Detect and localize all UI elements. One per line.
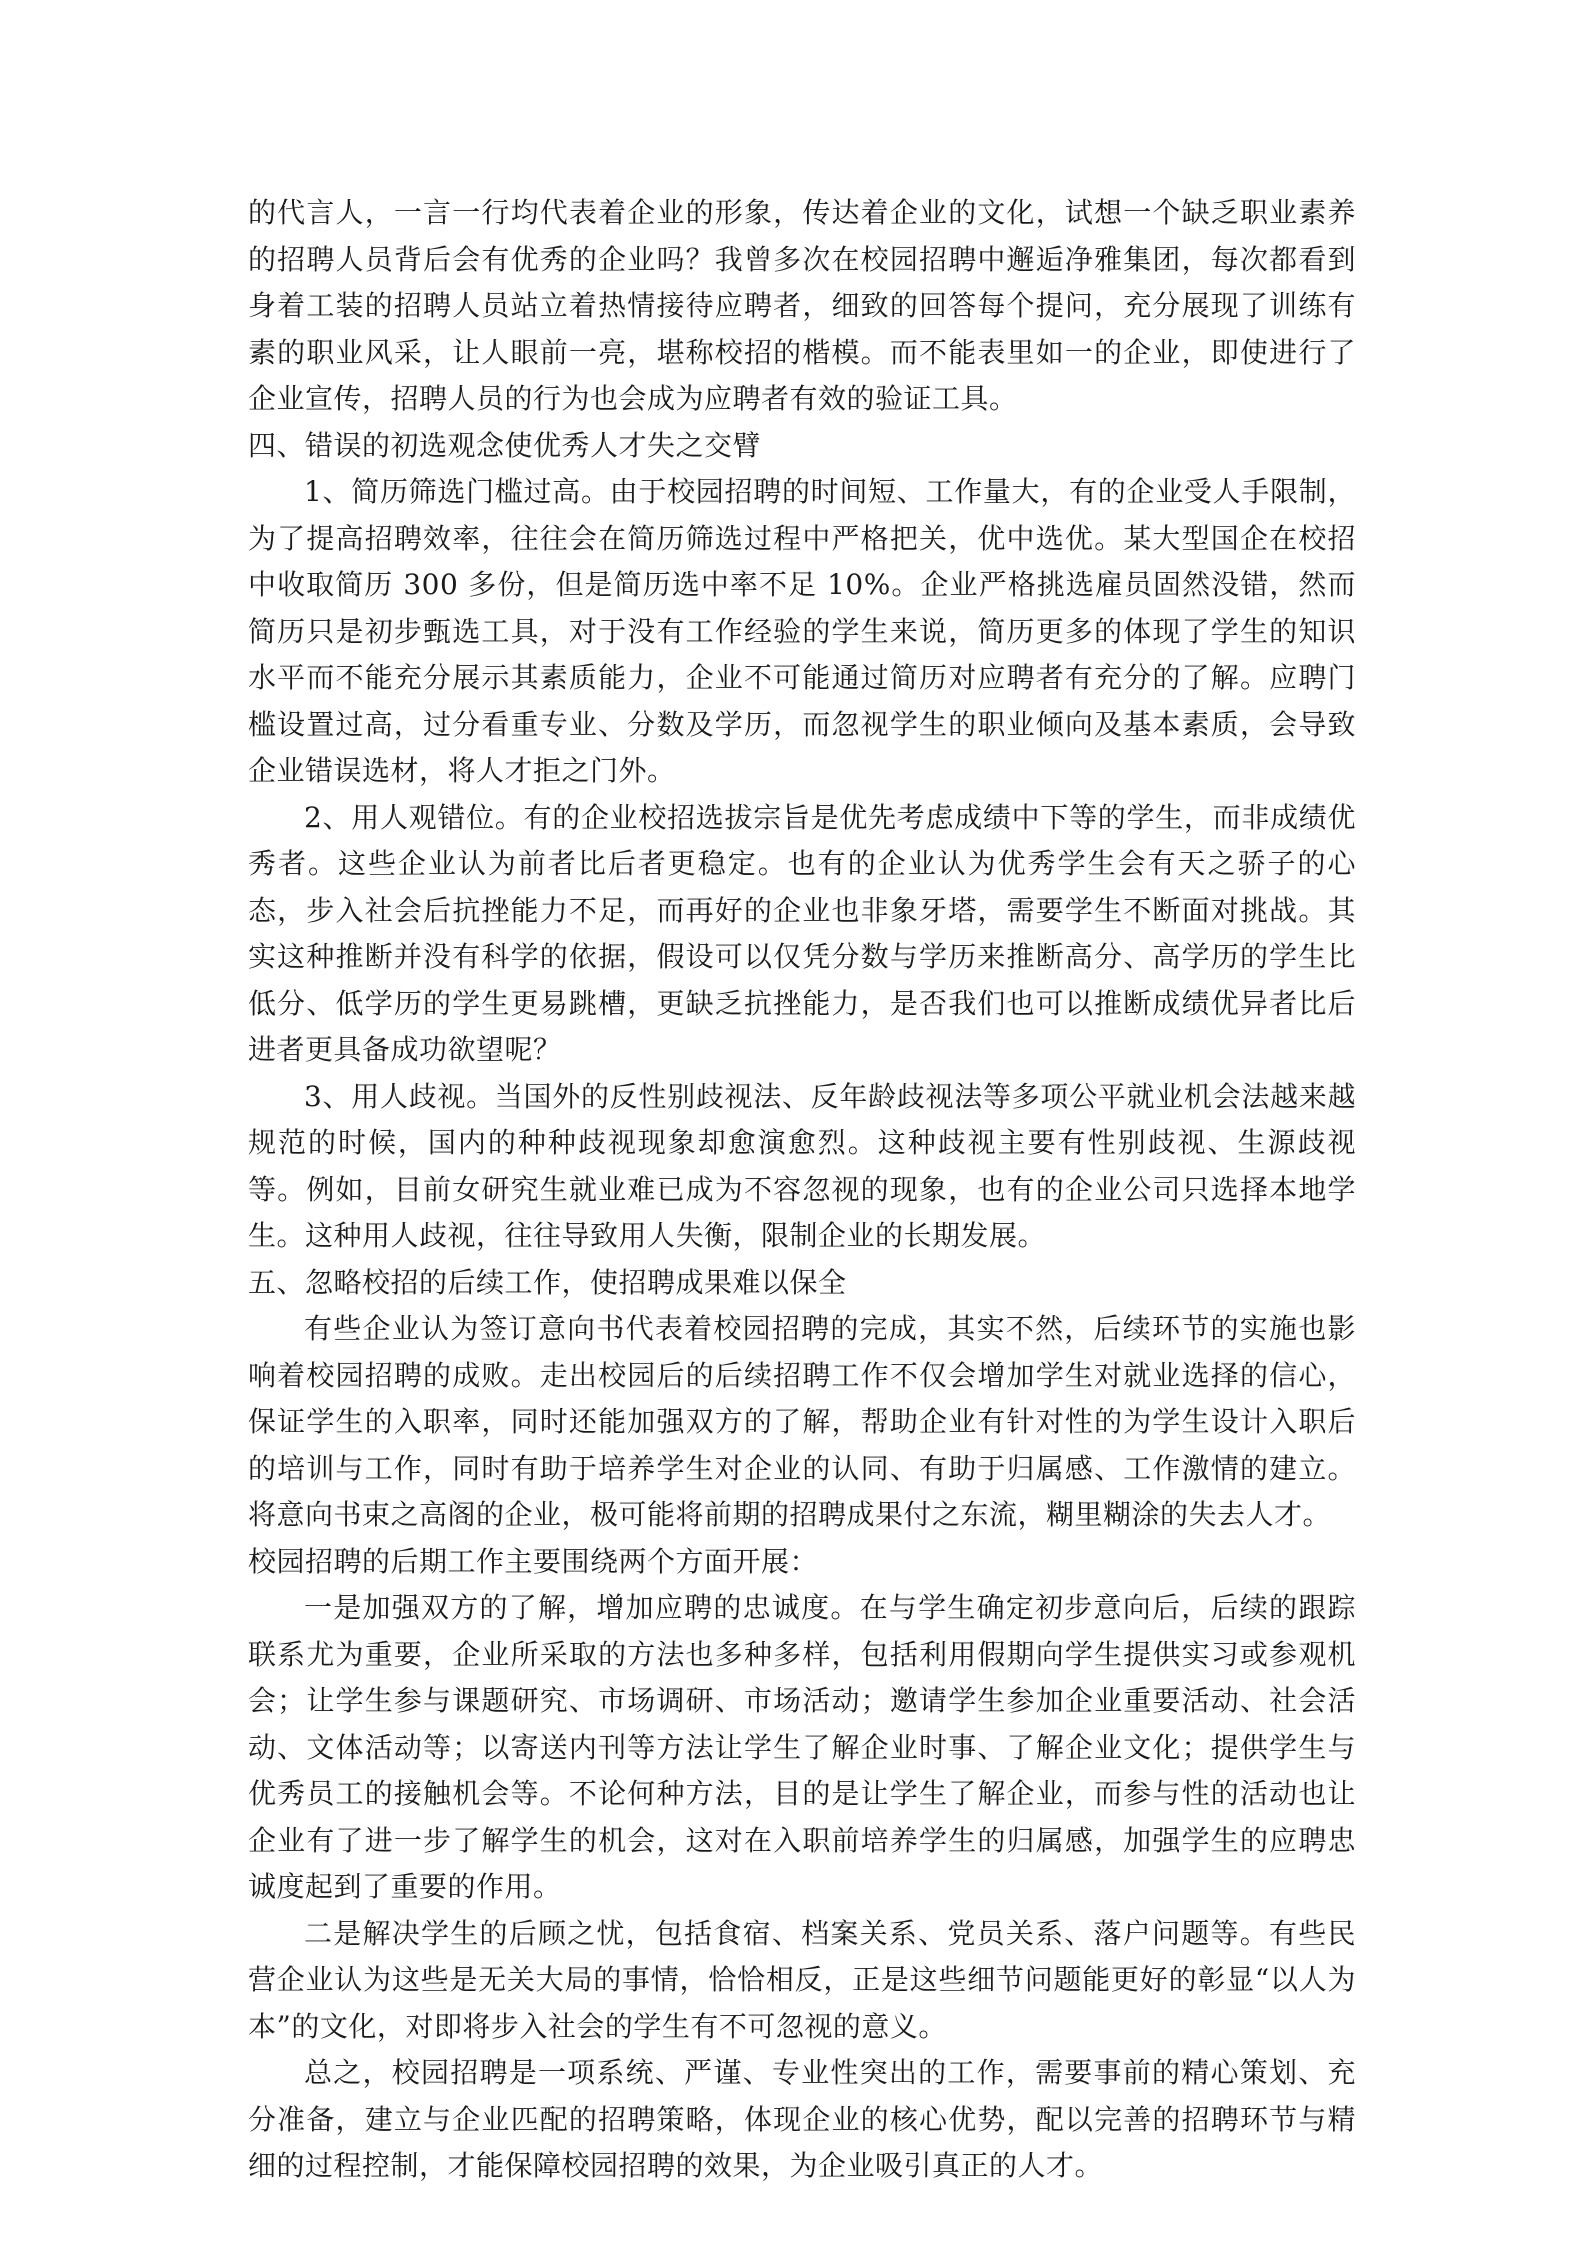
paragraph-conclusion: 总之，校园招聘是一项系统、严谨、专业性突出的工作，需要事前的精心策划、充分准备，建立与企业匹配的招聘策略，体现企业的核心优势，配以完善的招聘环节与精细的过程控制，才能保障校园招聘的效果，为企业吸引真正的人才。	[248, 2056, 1356, 2182]
paragraph-5-1: 有些企业认为签订意向书代表着校园招聘的完成，其实不然，后续环节的实施也影响着校园招聘的成败。走出校园后的后续招聘工作不仅会增加学生对就业选择的信心，保证学生的入职率，同时还能加强双方的了解，帮助企业有针对性的为学生设计入职后的培训与工作，同时有助于培养学生对企业的认同、有助于归属感、工作激情的建立。将意向书束之高阁的企业，极可能将前期的招聘成果付之东流，糊里糊涂的失去人才。	[248, 1312, 1356, 1531]
paragraph-4-3: 3、用人歧视。当国外的反性别歧视法、反年龄歧视法等多项公平就业机会法越来越规范的时候，国内的种种歧视现象却愈演愈烈。这种歧视主要有性别歧视、生源歧视等。例如，目前女研究生就业难已成为不容忽视的现象，也有的企业公司只选择本地学生。这种用人歧视，往往导致用人失衡，限制企业的长期发展。	[248, 1079, 1356, 1252]
paragraph-5-3: 二是解决学生的后顾之忧，包括食宿、档案关系、党员关系、落户问题等。有些民营企业认为这些是无关大局的事情，恰恰相反，正是这些细节问题能更好的彰显“以人为本”的文化，对即将步入社会的学生有不可忽视的意义。	[248, 1916, 1356, 2043]
paragraph-opening: 的代言人，一言一行均代表着企业的形象，传达着企业的文化，试想一个缺乏职业素养的招聘人员背后会有优秀的企业吗？我曾多次在校园招聘中邂逅净雅集团，每次都看到身着工装的招聘人员站立着热情接待应聘者，细致的回答每个提问，充分展现了训练有素的职业风采，让人眼前一亮，堪称校招的楷模。而不能表里如一的企业，即使进行了企业宣传，招聘人员的行为也会成为应聘者有效的验证工具。	[248, 196, 1356, 415]
document-body	[248, 190, 1356, 2190]
section-heading-5: 五、忽略校招的后续工作，使招聘成果难以保全	[248, 1265, 847, 1299]
paragraph-5-intro: 校园招聘的后期工作主要围绕两个方面开展：	[248, 1544, 819, 1578]
paragraph-5-2: 一是加强双方的了解，增加应聘的忠诚度。在与学生确定初步意向后，后续的跟踪联系尤为重要，企业所采取的方法也多种多样，包括利用假期向学生提供实习或参观机会；让学生参与课题研究、市场调研、市场活动；邀请学生参加企业重要活动、社会活动、文体活动等；以寄送内刊等方法让学生了解企业时事、了解企业文化；提供学生与优秀员工的接触机会等。不论何种方法，目的是让学生了解企业，而参与性的活动也让企业有了进一步了解学生的机会，这对在入职前培养学生的归属感，加强学生的应聘忠诚度起到了重要的作用。	[248, 1591, 1356, 1903]
paragraph-4-2: 2、用人观错位。有的企业校招选拔宗旨是优先考虑成绩中下等的学生，而非成绩优秀者。这些企业认为前者比后者更稳定。也有的企业认为优秀学生会有天之骄子的心态，步入社会后抗挫能力不足，而再好的企业也非象牙塔，需要学生不断面对挑战。其实这种推断并没有科学的依据，假设可以仅凭分数与学历来推断高分、高学历的学生比低分、低学历的学生更易跳槽，更缺乏抗挫能力，是否我们也可以推断成绩优异者比后进者更具备成功欲望呢？	[248, 800, 1356, 1066]
paragraph-4-1: 1、简历筛选门槛过高。由于校园招聘的时间短、工作量大，有的企业受人手限制，为了提高招聘效率，往往会在简历筛选过程中严格把关，优中选优。某大型国企在校招中收取简历 300 多份，但是简历选中率不足 10%。企业严格挑选雇员固然没错，然而简历只是初步甄选工具，对于没有工作经验的学生来说，简历更多的体现了学生的知识水平而不能充分展示其素质能力，企业不可能通过简历对应聘者有充分的了解。应聘门槛设置过高，过分看重专业、分数及学历，而忽视学生的职业倾向及基本素质，会导致企业错误选材，将人才拒之门外。	[248, 475, 1356, 787]
section-heading-4: 四、错误的初选观念使优秀人才失之交臂	[248, 428, 762, 462]
